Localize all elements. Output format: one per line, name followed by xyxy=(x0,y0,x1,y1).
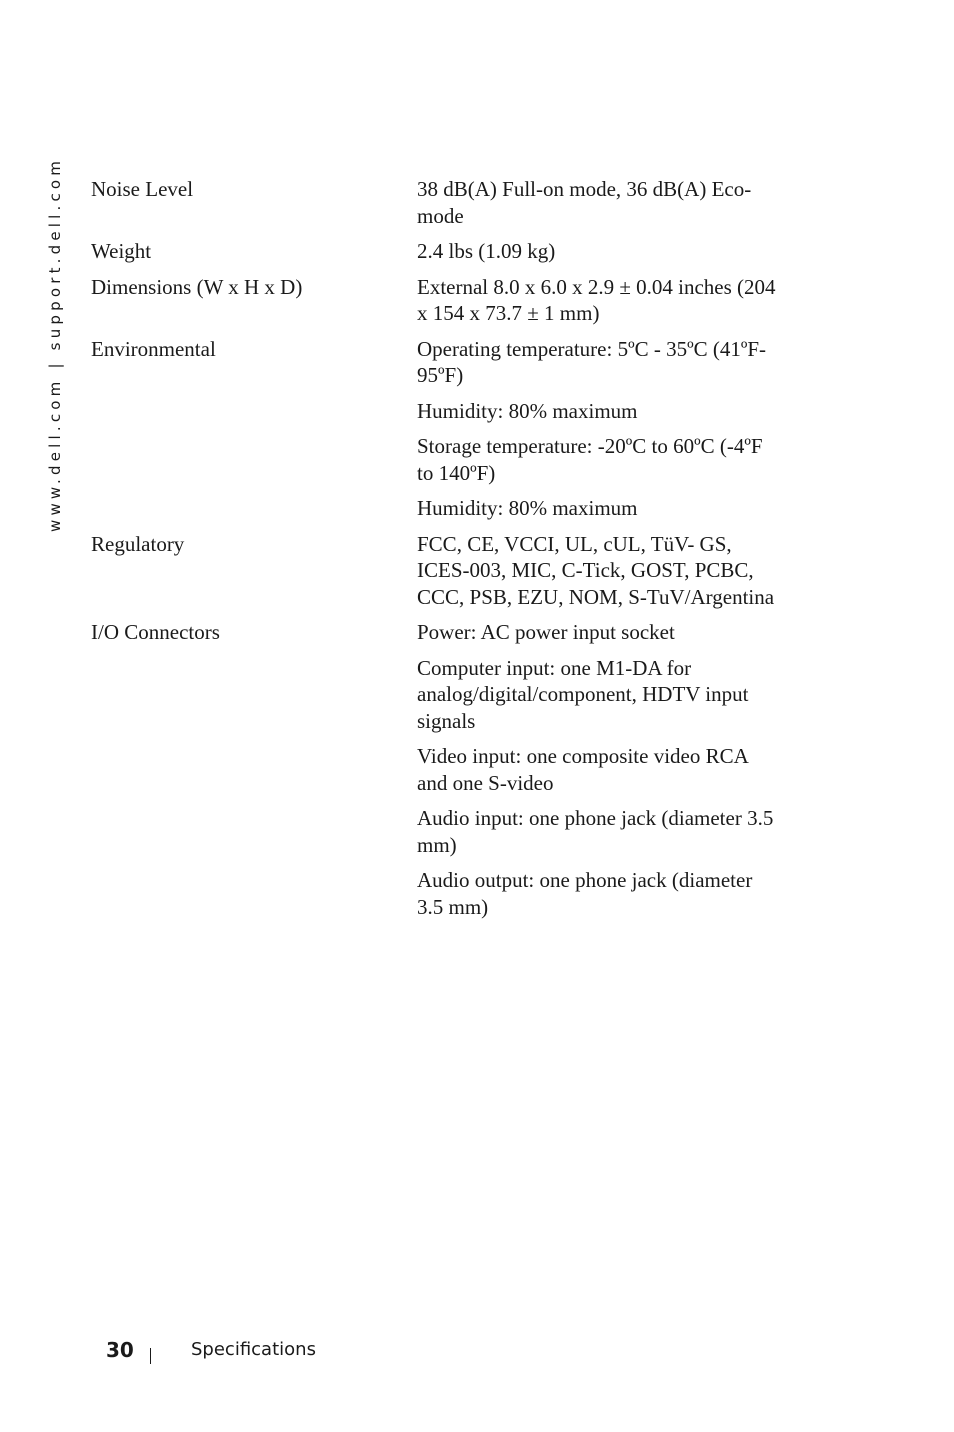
spec-values xyxy=(417,619,777,920)
spec-row xyxy=(91,274,781,327)
spec-label: I/O Connectors xyxy=(91,620,220,644)
spec-row xyxy=(91,336,781,522)
page-number: 30 xyxy=(106,1338,134,1362)
spec-value: Video input: one composite video RCA and one S-video xyxy=(417,744,748,795)
spec-label: Regulatory xyxy=(91,531,185,556)
spec-value: 2.4 lbs (1.09 kg) xyxy=(417,239,556,263)
spec-value: Power: AC power input socket xyxy=(417,620,675,644)
spec-values xyxy=(417,531,777,611)
section-name: Specifications xyxy=(191,1339,316,1360)
spec-value: 38 dB(A) Full-on mode, 36 dB(A) Eco-mode xyxy=(417,177,752,228)
spec-values xyxy=(417,238,777,265)
spec-row xyxy=(91,619,781,920)
spec-label: Noise Level xyxy=(91,177,194,201)
spec-values xyxy=(417,336,777,522)
spec-value: External 8.0 x 6.0 x 2.9 ± 0.04 inches (204 x 154 x 73.7 ± 1 mm) xyxy=(417,274,776,325)
spec-row xyxy=(91,176,781,229)
spec-value: FCC, CE, VCCI, UL, cUL, TüV- GS, ICES-003, MIC, C-Tick, GOST, PCBC, CCC, PSB, EZU, NOM, S-TuV/Argentina xyxy=(417,531,775,609)
spec-value: Computer input: one M1-DA for analog/digital/component, HDTV input signals xyxy=(417,655,749,733)
sidebar-url: www.dell.com | support.dell.com xyxy=(46,156,64,532)
spec-label: Weight xyxy=(91,239,152,263)
spec-row xyxy=(91,531,781,611)
spec-value: Audio output: one phone jack (diameter 3.5 mm) xyxy=(417,868,753,919)
footer-separator xyxy=(150,1348,151,1364)
spec-label: Dimensions (W x H x D) xyxy=(91,274,303,299)
spec-value: Operating temperature: 5ºC - 35ºC (41ºF- 95ºF) xyxy=(417,336,767,387)
spec-label: Environmental xyxy=(91,336,216,361)
spec-values xyxy=(417,176,777,229)
spec-value: Humidity: 80% maximum xyxy=(417,398,638,423)
spec-value: Humidity: 80% maximum xyxy=(417,496,638,520)
spec-value: Storage temperature: -20ºC to 60ºC (-4ºF to 140ºF) xyxy=(417,434,763,485)
spec-value: Audio input: one phone jack (diameter 3.5 mm) xyxy=(417,806,774,857)
spec-row xyxy=(91,238,781,265)
specifications-table xyxy=(91,176,781,929)
spec-values xyxy=(417,274,777,327)
